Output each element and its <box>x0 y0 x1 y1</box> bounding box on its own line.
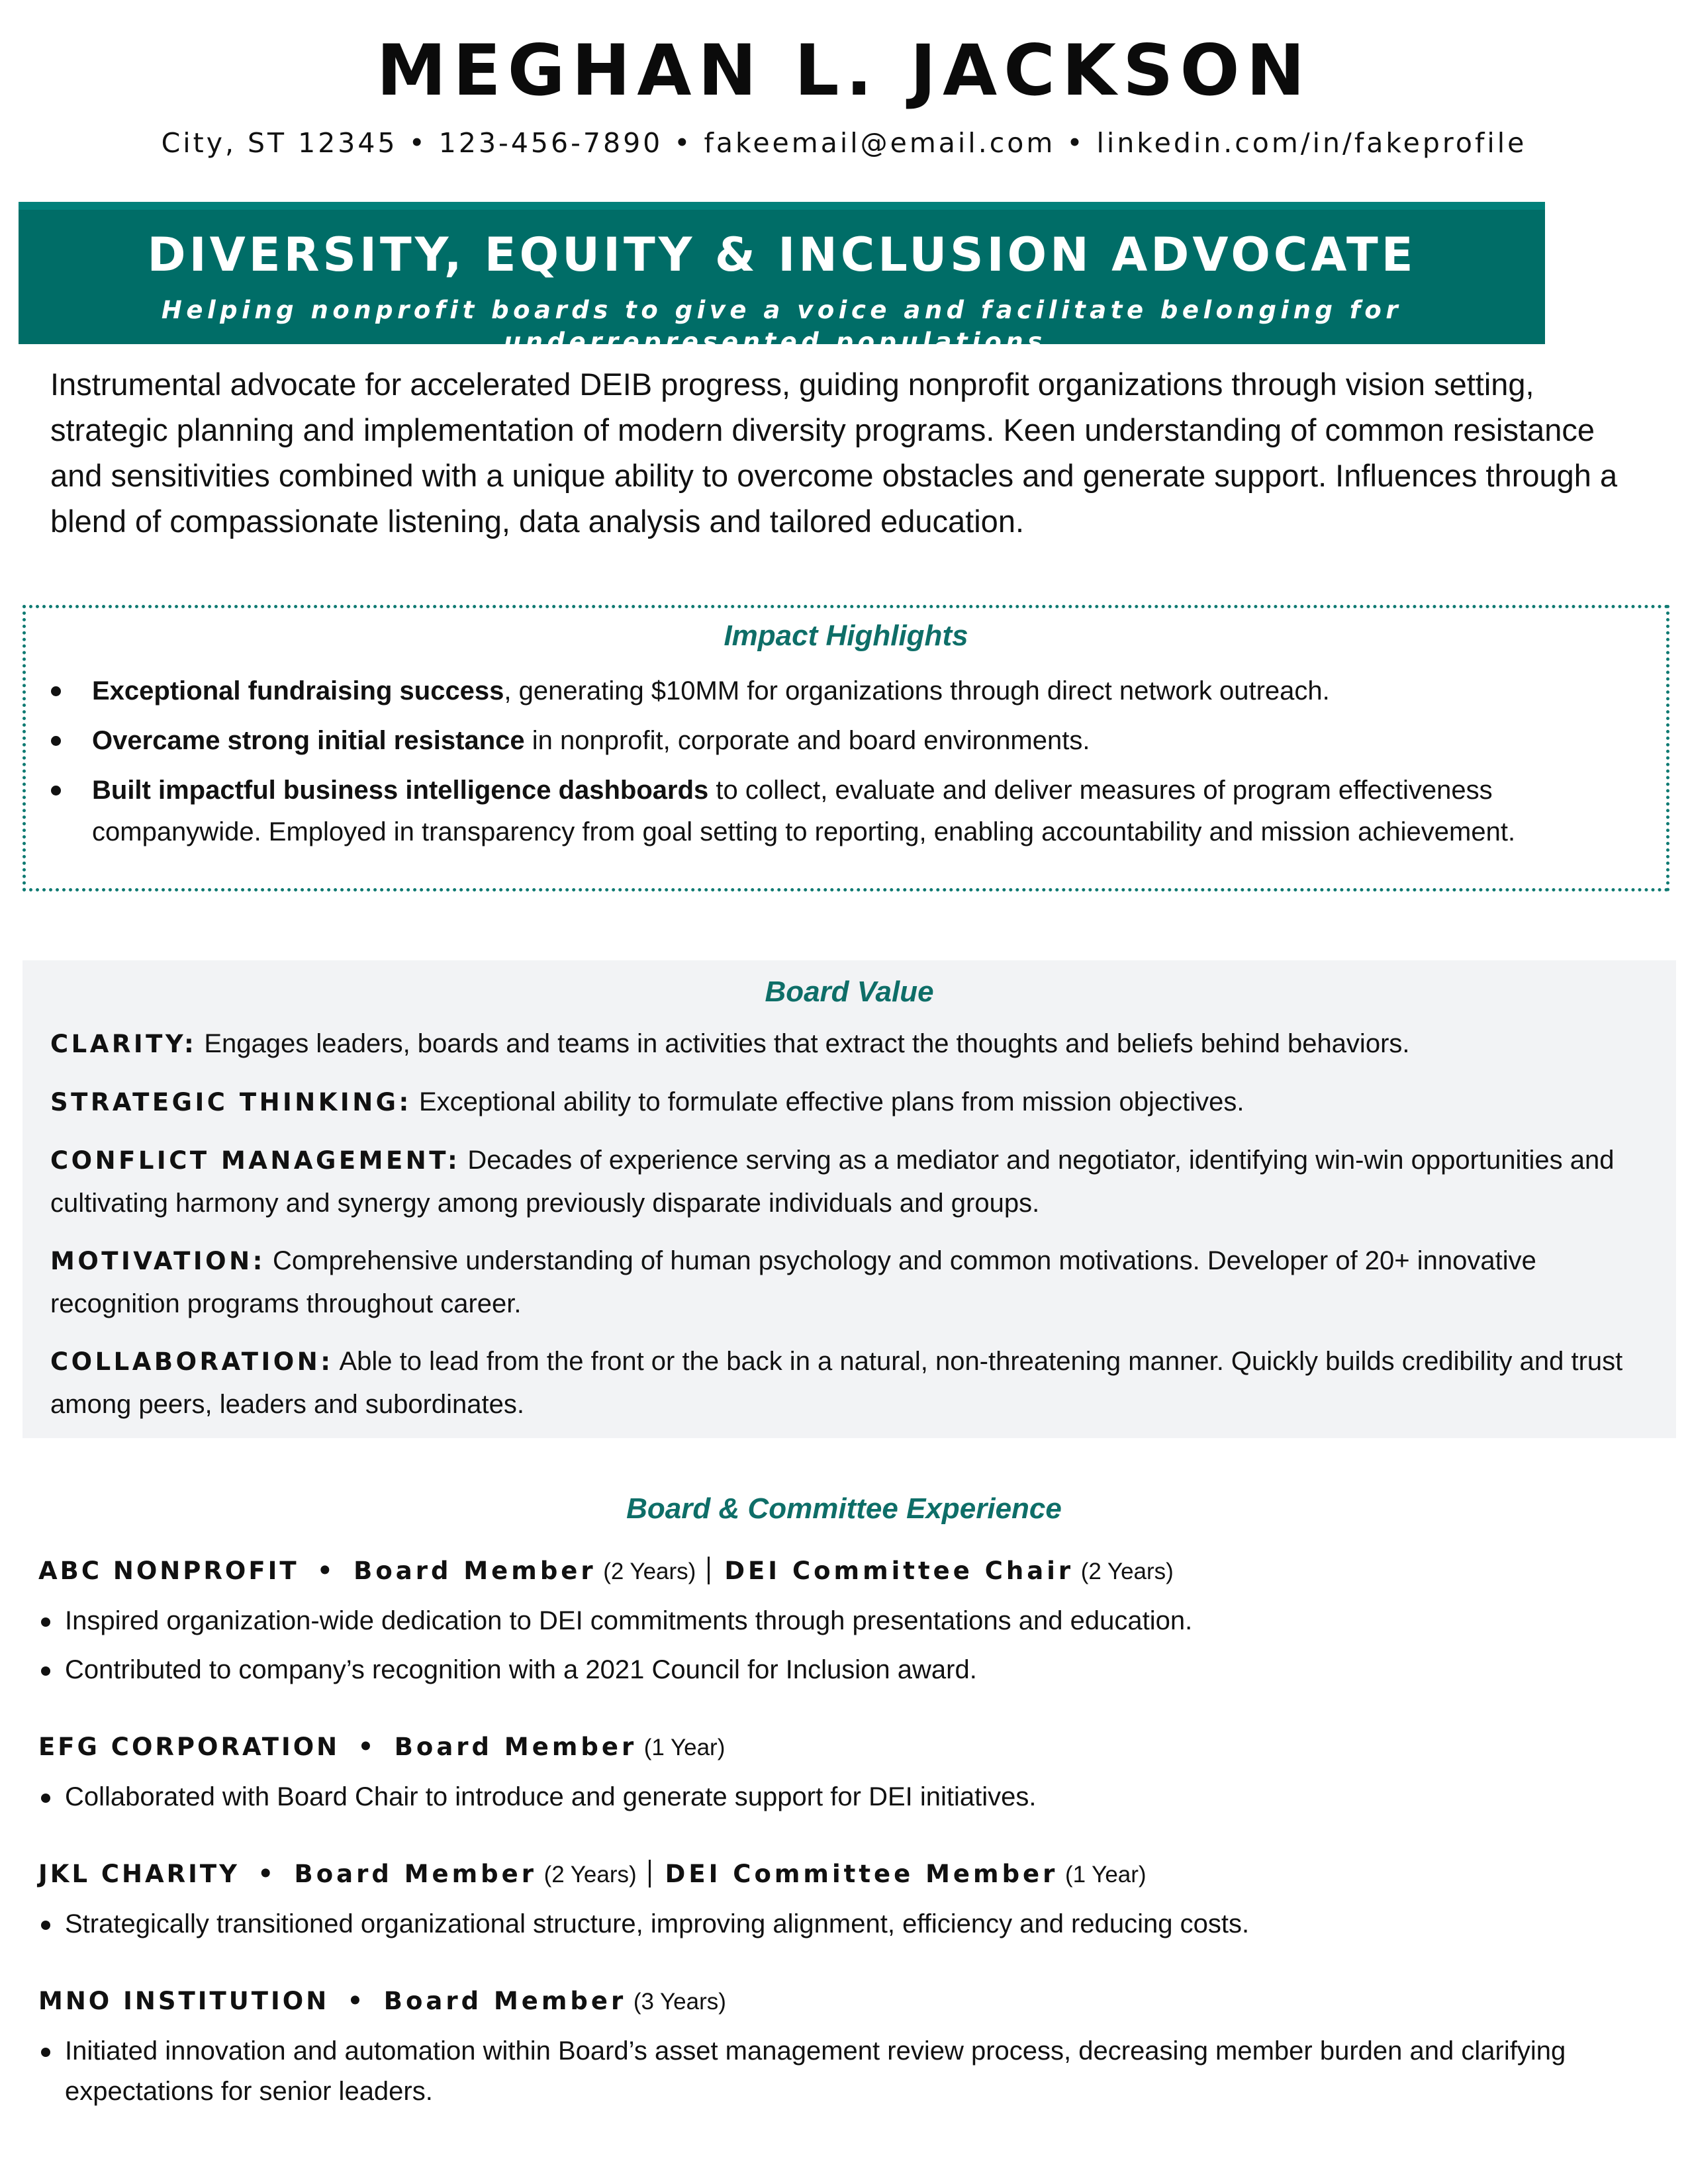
role-entry <box>38 1981 1640 2112</box>
board-value-text: Exceptional ability to formulate effective plans from mission objectives. <box>411 1087 1244 1116</box>
bullet-text: Initiated innovation and automation within Board’s asset management review process, decreasing member burden and clarifying expectations for senior leaders. <box>65 2036 1566 2106</box>
role-bullets <box>38 1904 1640 1944</box>
list-item <box>38 2031 1640 2112</box>
organization-name: MNO INSTITUTION <box>38 1987 330 2015</box>
experience-roles <box>38 1551 1640 2149</box>
role-title-line <box>38 1854 1640 1895</box>
organization-name: JKL CHARITY <box>38 1860 240 1888</box>
board-value-item <box>50 1081 1652 1124</box>
bullet-text: Inspired organization-wide dedication to DEI commitments through presentations and education. <box>65 1606 1193 1635</box>
bullet-text: Contributed to company’s recognition with a 2021 Council for Inclusion award. <box>65 1655 977 1684</box>
highlight-text: in nonprofit, corporate and board environments. <box>524 726 1090 755</box>
position-duration-2: (2 Years) <box>1080 1559 1174 1584</box>
position-duration: (2 Years) <box>603 1559 696 1584</box>
role-title-line <box>38 1981 1640 2022</box>
position-duration: (1 Year) <box>643 1735 726 1760</box>
separator-bar <box>649 1860 651 1888</box>
highlight-text: , generating $10MM for organizations through direct network outreach. <box>504 676 1330 705</box>
organization-name: EFG CORPORATION <box>38 1733 340 1761</box>
list-item <box>92 720 1641 762</box>
board-value-heading: Board Value <box>765 976 934 1008</box>
impact-highlights-list <box>92 670 1641 861</box>
position-title: Board Member <box>353 1557 596 1585</box>
position-title-2: DEI Committee Member <box>665 1860 1058 1888</box>
separator-bullet: • <box>246 1860 287 1888</box>
bullet-icon <box>51 686 61 696</box>
bullet-icon <box>41 1794 50 1803</box>
bullet-text: Strategically transitioned organizational structure, improving alignment, efficiency and reducing costs. <box>65 1909 1250 1938</box>
board-value-panel <box>23 960 1676 1438</box>
role-bullets <box>38 2031 1640 2112</box>
banner-subtitle: Helping nonprofit boards to give a voice and facilitate belonging for underrepresented populations. <box>161 296 1403 356</box>
list-item <box>38 1650 1640 1690</box>
position-title-2: DEI Committee Chair <box>724 1557 1074 1585</box>
position-duration: (3 Years) <box>633 1989 726 2015</box>
banner-title: DIVERSITY, EQUITY & INCLUSION ADVOCATE <box>147 228 1417 282</box>
board-value-item <box>50 1139 1652 1224</box>
separator-bullet: • <box>306 1557 347 1585</box>
list-item <box>38 1601 1640 1641</box>
impact-highlights-heading: Impact Highlights <box>724 619 968 652</box>
board-value-text: Able to lead from the front or the back in a natural, non-threatening manner. Quickly builds credibility and trust among peers, leaders and subordinates. <box>50 1347 1623 1419</box>
contact-line: City, ST 12345 • 123-456-7890 • fakeemail@email.com • linkedin.com/in/fakeprofile <box>161 127 1527 159</box>
bullet-icon <box>51 736 61 746</box>
list-item <box>92 670 1641 712</box>
board-value-list <box>50 1023 1652 1441</box>
role-title-line <box>38 1727 1640 1768</box>
board-value-label: STRATEGIC THINKING: <box>50 1088 412 1116</box>
highlight-lead: Overcame strong initial resistance <box>92 726 525 755</box>
experience-heading: Board & Committee Experience <box>626 1492 1062 1525</box>
board-value-label: CONFLICT MANAGEMENT: <box>50 1146 461 1175</box>
board-value-item <box>50 1023 1652 1066</box>
list-item <box>92 770 1641 853</box>
bullet-text: Collaborated with Board Chair to introduce and generate support for DEI initiatives. <box>65 1782 1037 1811</box>
impact-highlights-box <box>23 605 1669 891</box>
separator-bar <box>708 1557 710 1584</box>
role-bullets <box>38 1601 1640 1690</box>
role-title-line <box>38 1551 1640 1592</box>
board-value-text: Comprehensive understanding of human psychology and common motivations. Developer of 20+ innovative recognition programs throughout career. <box>50 1246 1536 1318</box>
bullet-icon <box>51 786 61 796</box>
role-entry <box>38 1551 1640 1690</box>
experience-section <box>0 1489 1688 2106</box>
board-value-label: COLLABORATION: <box>50 1347 334 1376</box>
role-entry <box>38 1854 1640 1944</box>
board-value-label: MOTIVATION: <box>50 1247 265 1275</box>
highlight-lead: Built impactful business intelligence dashboards <box>92 776 709 805</box>
summary-paragraph: Instrumental advocate for accelerated DEIB progress, guiding nonprofit organizations through vision setting, strategic planning and implementation of modern diversity programs. Keen understanding of common resistance and sensitivities combined with a unique ability to overcome obstacles and generate support. Influences through a blend of compassionate listening, data analysis and tailored education. <box>50 367 1618 539</box>
board-value-item <box>50 1340 1652 1426</box>
position-title: Board Member <box>394 1733 637 1761</box>
position-duration: (2 Years) <box>543 1862 637 1888</box>
position-duration-2: (1 Year) <box>1064 1862 1147 1888</box>
list-item <box>38 1777 1640 1817</box>
role-entry <box>38 1727 1640 1817</box>
highlight-text: to collect, evaluate and deliver measures of program effectiveness companywide. Employed in transparency from goal setting to reporting, enabling accountability and mission achievement. <box>92 776 1516 846</box>
board-value-label: CLARITY: <box>50 1030 197 1058</box>
bullet-icon <box>41 2048 50 2057</box>
organization-name: ABC NONPROFIT <box>38 1557 299 1585</box>
bullet-icon <box>41 1666 50 1676</box>
position-title: Board Member <box>383 1987 627 2015</box>
board-value-text: Engages leaders, boards and teams in activities that extract the thoughts and beliefs behind behaviors. <box>197 1029 1410 1058</box>
title-banner <box>19 202 1545 356</box>
separator-bullet: • <box>346 1733 388 1761</box>
highlight-lead: Exceptional fundraising success <box>92 676 504 705</box>
role-bullets <box>38 1777 1640 1817</box>
board-value-text: Decades of experience serving as a mediator and negotiator, identifying win-win opportunities and cultivating harmony and synergy among previously disparate individuals and groups. <box>50 1146 1615 1218</box>
board-value-item <box>50 1240 1652 1325</box>
separator-bullet: • <box>336 1987 377 2015</box>
position-title: Board Member <box>294 1860 537 1888</box>
list-item <box>38 1904 1640 1944</box>
candidate-name: MEGHAN L. JACKSON <box>376 30 1312 111</box>
bullet-icon <box>41 1617 50 1627</box>
bullet-icon <box>41 1921 50 1930</box>
